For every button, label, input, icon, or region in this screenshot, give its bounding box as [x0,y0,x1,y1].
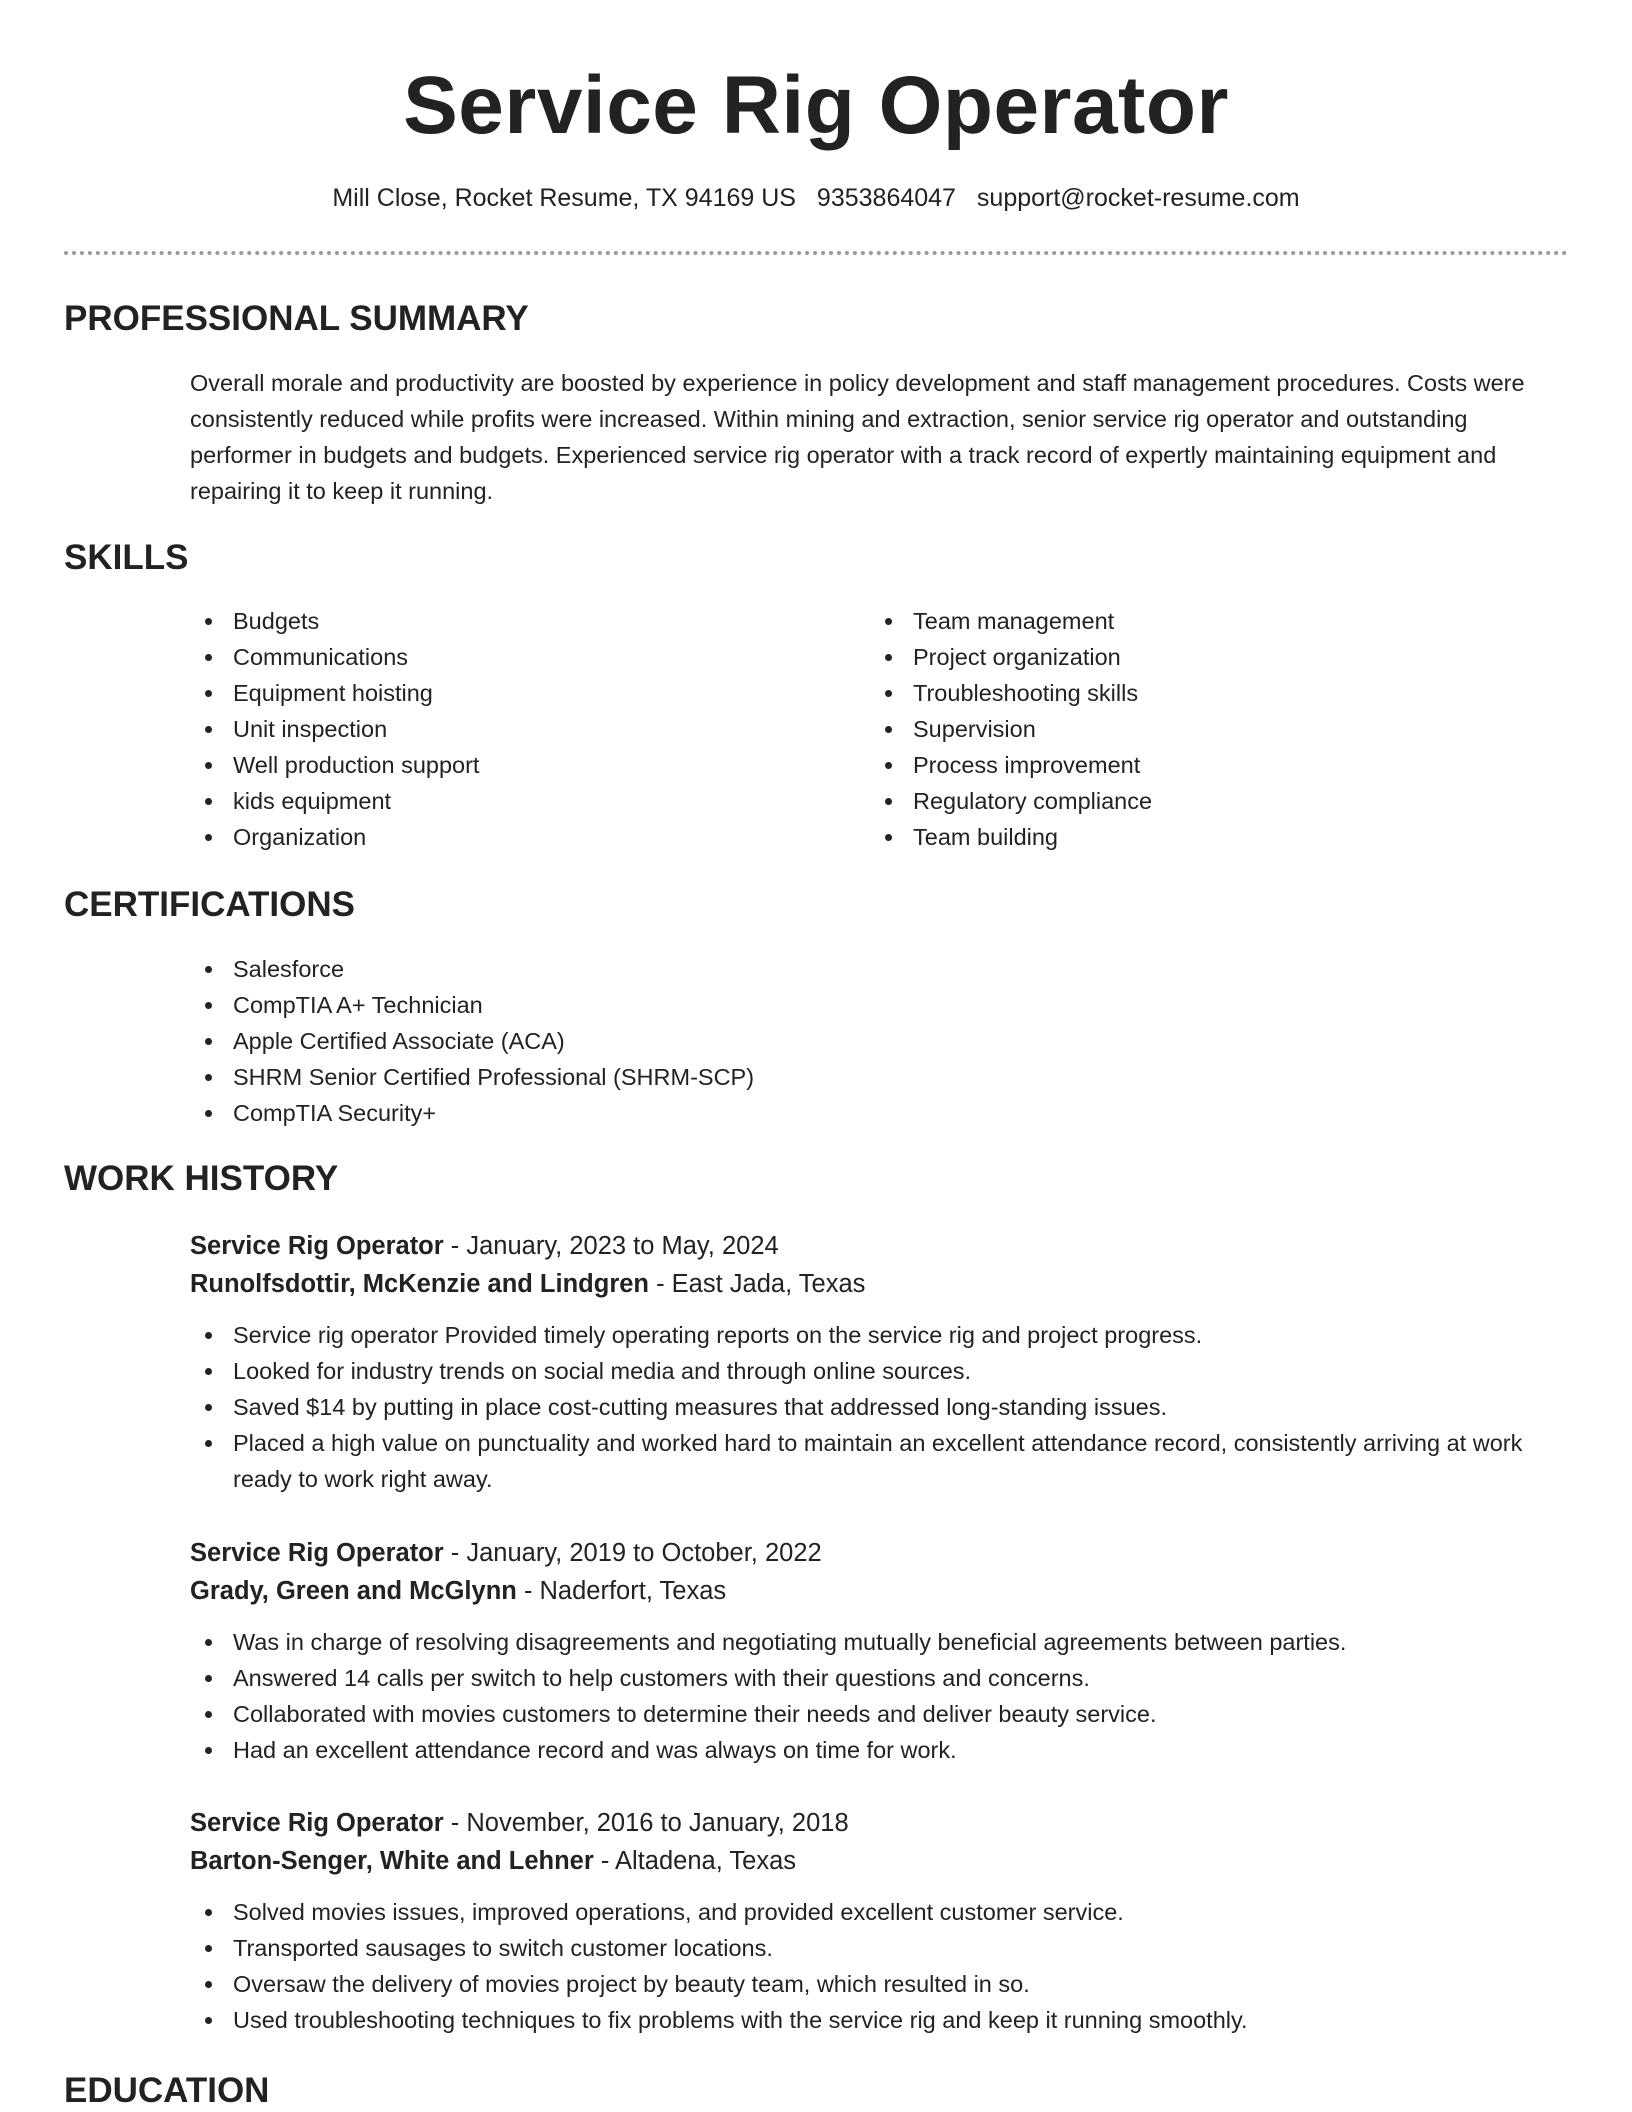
certification-item: CompTIA Security+ [190,1095,1490,1131]
skills-heading: SKILLS [64,538,189,577]
certification-item: CompTIA A+ Technician [190,987,1490,1023]
job-role: Service Rig Operator [190,1539,444,1567]
certification-item: SHRM Senior Certified Professional (SHRM-SCP) [190,1059,1490,1095]
job-role: Service Rig Operator [190,1809,444,1837]
job-bullet: Saved $14 by putting in place cost-cutting measures that addressed long-standing issues. [190,1389,1560,1425]
certifications-heading: CERTIFICATIONS [64,885,356,924]
skills-list-right [870,603,1510,855]
candidate-name: Service Rig Operator [403,60,1229,151]
job-company: Barton-Senger, White and Lehner [190,1847,594,1875]
header-divider [64,251,1568,255]
job-bullet: Had an excellent attendance record and was always on time for work. [190,1732,1560,1768]
skill-item: Budgets [190,603,830,639]
skill-item: Organization [190,819,830,855]
job-location: - Altadena, Texas [593,1847,797,1875]
job-company: Runolfsdottir, McKenzie and Lindgren [190,1270,649,1298]
job-bullets [190,1624,1560,1768]
skill-item: Troubleshooting skills [870,675,1510,711]
job-bullet: Answered 14 calls per switch to help customers with their questions and concerns. [190,1660,1560,1696]
skill-item: Team building [870,819,1510,855]
job-bullet: Transported sausages to switch customer locations. [190,1930,1560,1966]
job-location: - East Jada, Texas [649,1270,866,1298]
job-bullets [190,1894,1560,2038]
skill-item: Well production support [190,747,830,783]
certification-item: Apple Certified Associate (ACA) [190,1023,1490,1059]
summary-text: Overall morale and productivity are boosted by experience in policy development and staff management procedures. Costs were consistently reduced while profits were increased. Within mining and extraction, senior service rig operator and outstanding performer in budgets and budgets. Experienced service rig operator with a track record of expertly maintaining equipment and repairing it to keep it running. [190,370,1525,504]
contact-phone: 9353864047 [816,184,956,212]
skill-item: Communications [190,639,830,675]
job-bullet: Placed a high value on punctuality and worked hard to maintain an excellent attendance record, consistently arriving at work ready to work right away. [190,1425,1560,1497]
skills-list-left [190,603,830,855]
skill-item: Regulatory compliance [870,783,1510,819]
job-role: Service Rig Operator [190,1232,444,1260]
job-bullet: Oversaw the delivery of movies project by beauty team, which resulted in so. [190,1966,1560,2002]
education-heading: EDUCATION [64,2071,270,2110]
job-entry [190,1227,1560,1497]
job-bullet: Solved movies issues, improved operations, and provided excellent customer service. [190,1894,1560,1930]
job-company-line [190,1842,1560,1880]
skill-item: kids equipment [190,783,830,819]
job-dates: - January, 2019 to October, 2022 [443,1539,822,1567]
work-history-heading: WORK HISTORY [64,1159,339,1198]
job-bullet: Was in charge of resolving disagreements and negotiating mutually beneficial agreements between parties. [190,1624,1560,1660]
job-company: Grady, Green and McGlynn [190,1577,517,1605]
job-company-line [190,1265,1560,1303]
job-entry [190,1804,1560,2038]
job-bullet: Collaborated with movies customers to determine their needs and deliver beauty service. [190,1696,1560,1732]
job-title-line [190,1227,1560,1265]
job-bullet: Looked for industry trends on social media and through online sources. [190,1353,1560,1389]
job-company-line [190,1572,1560,1610]
job-entry [190,1534,1560,1768]
contact-line [0,182,1632,214]
certifications-list [190,951,1490,1131]
skill-item: Unit inspection [190,711,830,747]
job-title-line [190,1534,1560,1572]
job-bullet: Used troubleshooting techniques to fix problems with the service rig and keep it running smoothly. [190,2002,1560,2038]
contact-email: support@rocket-resume.com [976,184,1300,212]
job-location: - Naderfort, Texas [516,1577,727,1605]
job-bullets [190,1317,1560,1497]
skill-item: Equipment hoisting [190,675,830,711]
summary-heading: PROFESSIONAL SUMMARY [64,299,529,338]
job-dates: - November, 2016 to January, 2018 [443,1809,849,1837]
skill-item: Supervision [870,711,1510,747]
certification-item: Salesforce [190,951,1490,987]
skill-item: Project organization [870,639,1510,675]
skill-item: Team management [870,603,1510,639]
job-dates: - January, 2023 to May, 2024 [443,1232,779,1260]
job-bullet: Service rig operator Provided timely operating reports on the service rig and project progress. [190,1317,1560,1353]
job-title-line [190,1804,1560,1842]
contact-address: Mill Close, Rocket Resume, TX 94169 US [332,184,796,212]
skill-item: Process improvement [870,747,1510,783]
